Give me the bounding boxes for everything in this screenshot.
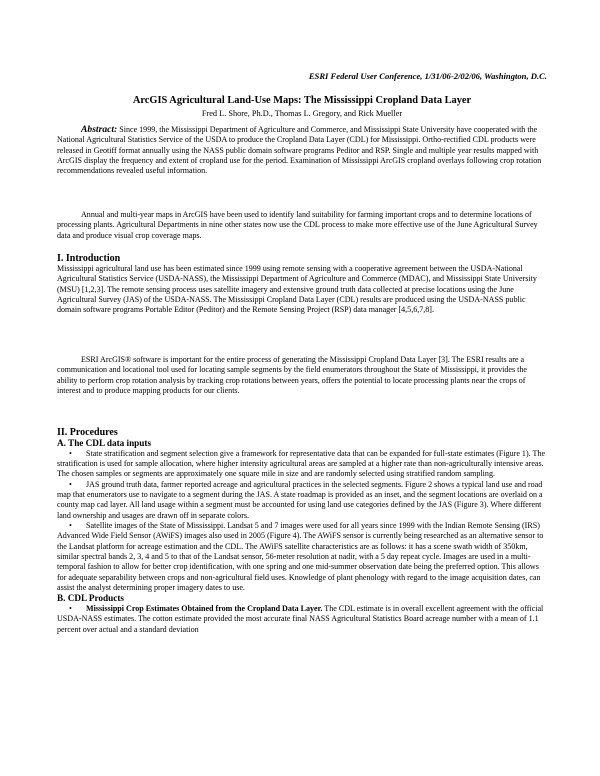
abstract-paragraph [57,125,547,177]
author-list: Fred L. Shore, Ph.D., Thomas L. Gregory, and Rick Mueller [201,109,403,118]
conference-header: ESRI Federal User Conference, 1/31/06-2/02/06, Washington, D.C. [308,71,547,81]
subsection-b-heading: B. CDL Products [57,593,124,604]
subsection-a-heading: A. The CDL data inputs [57,438,152,448]
bullet-ground-truth-text: JAS ground truth data, farmer reported acreage and agricultural practices in the selected segments. Figure 2 shows a typical land use and road map that enumerators use to navigate to a segment during the JAS. A state roadmap is provided as an inset, and the segment locations are overlaid on a county map cad layer. All land usage within a segment must be accounted for using land use categories defined by the JAS (Figure 3). Where different land ownership and usages are drawn off in separate colors. [57,479,543,520]
bullet-marker: • [69,479,72,489]
paper-title: ArcGIS Agricultural Land-Use Maps: The Mississippi Cropland Data Layer [132,95,472,106]
abstract-second-paragraph [57,210,547,241]
intro-paragraph-1: Mississippi agricultural land use has been estimated since 1999 using remote sensing with a cooperative agreement between the USDA-National Agricultural Statistics Service (USDA-NASS), the Mississippi Department of Agriculture and Commerce (MDAC), and Mississippi State University (MSU) [1,2,3]. The remote sensing process uses satellite imagery and extensive ground truth data collected at precise locations using the June Agricultural Survey (JAS) of the USDA-NASS. The Mississippi Cropland Data Layer (CDL) results are produced using the USDA-NASS public domain software programs Portable Editor (Peditor) and the Remote Sensing Project (RSP) data manager [4,5,6,7,8]. [57,264,537,315]
intro-paragraph-2: ESRI ArcGIS® software is important for the entire process of generating the Mississippi Cropland Data Layer [3]. The ESRI results are a communication and locational tool used for locating sample segments by the field enumerators throughout the State of Mississippi, it provides the ability to perform crop rotation analysis by tracking crop rotations between years, offers the potential to locate processing plants near the crops of interest and to produce mapping products for our clients. [57,355,527,396]
bullet-ground-truth [57,480,547,521]
procedures-heading: II. Procedures [57,427,118,438]
procedures-section [57,427,547,635]
intro-heading: I. Introduction [57,253,121,264]
introduction-section [57,253,547,316]
bullet-crop-estimates [57,604,547,635]
abstract-section [57,125,547,177]
bullet-crop-estimates-bold: Mississippi Crop Estimates Obtained from the Cropland Data Layer. [86,603,323,613]
bullet-crop-estimates-text: The CDL estimate is in overall excellent agreement with the official USDA-NASS estimates. The cotton estimate provided the most accurate final NASS Agricultural Statistics Board acreage number with a mean of 1.1 percent over actual and a standard deviation [57,603,544,634]
bullet-stratification-text: State stratification and segment selection give a framework for representative data that can be expanded for full-state estimates (Figure 1). The stratification is used for sample allocation, where higher intensity agricultural areas are sampled at a higher rate than non-agriculturally intensive areas. The chosen samples or segments are approximately one square mile in size and are randomly selected using stratified random sampling. [57,448,546,479]
bullet-satellite [57,521,547,593]
abstract-text: Since 1999, the Mississippi Department of Agriculture and Commerce, and Mississippi State University have cooperated with the National Agricultural Statistics Service of the USDA to produce the Cropland Data Layer (CDL) for Mississippi. Ortho-rectified CDL products were released in Geotiff format annually using the NASS public domain software programs Peditor and RSP. Single and multiple year results mapped with ArcGIS display the frequency and extent of cropland use for the period. Examination of Mississippi ArcGIS cropland overlays following crop rotation recommendations revealed useful information. [57,125,542,176]
intro-paragraph-2-block [57,355,547,396]
bullet-marker: • [69,448,72,458]
bullet-satellite-text: Satellite images of the State of Mississippi. Landsat 5 and 7 images were used for all years since 1999 with the Indian Remote Sensing (IRS) Advanced Wide Field Sensor (AWiFS) images also used in 2005 (Figure 4). The AWiFS sensor is currently being researched as an alternative sensor to the Landsat platform for acreage estimation and the CDL. The AWiFS satellite characteristics are as follows: it has a scene swath width of 350km, similar spectral bands 2, 3, 4 and 5 to that of the Landsat sensor, 56-meter resolution at nadir, with a 5 day repeat cycle. Images are used in a multi-temporal fashion to allow for better crop identification, with one spring and one mid-summer observation date being the preferred option. This allows for adequate separability between crops and non-agricultural field uses. Knowledge of plant phenology with regard to the image acquisition dates, can assist the analyst determining proper imagery dates to use. [57,520,544,592]
bullet-marker: • [69,520,72,530]
bullet-marker: • [69,603,72,613]
abstract-label: Abstract: [81,124,118,135]
abstract-para2-text: Annual and multi-year maps in ArcGIS have been used to identify land suitability for farming important crops and to determine locations of processing plants. Agricultural Departments in nine other states now use the CDL process to make more effective use of the June Agricultural Survey data and produce visual crop coverage maps. [57,210,538,240]
bullet-stratification [57,449,547,480]
